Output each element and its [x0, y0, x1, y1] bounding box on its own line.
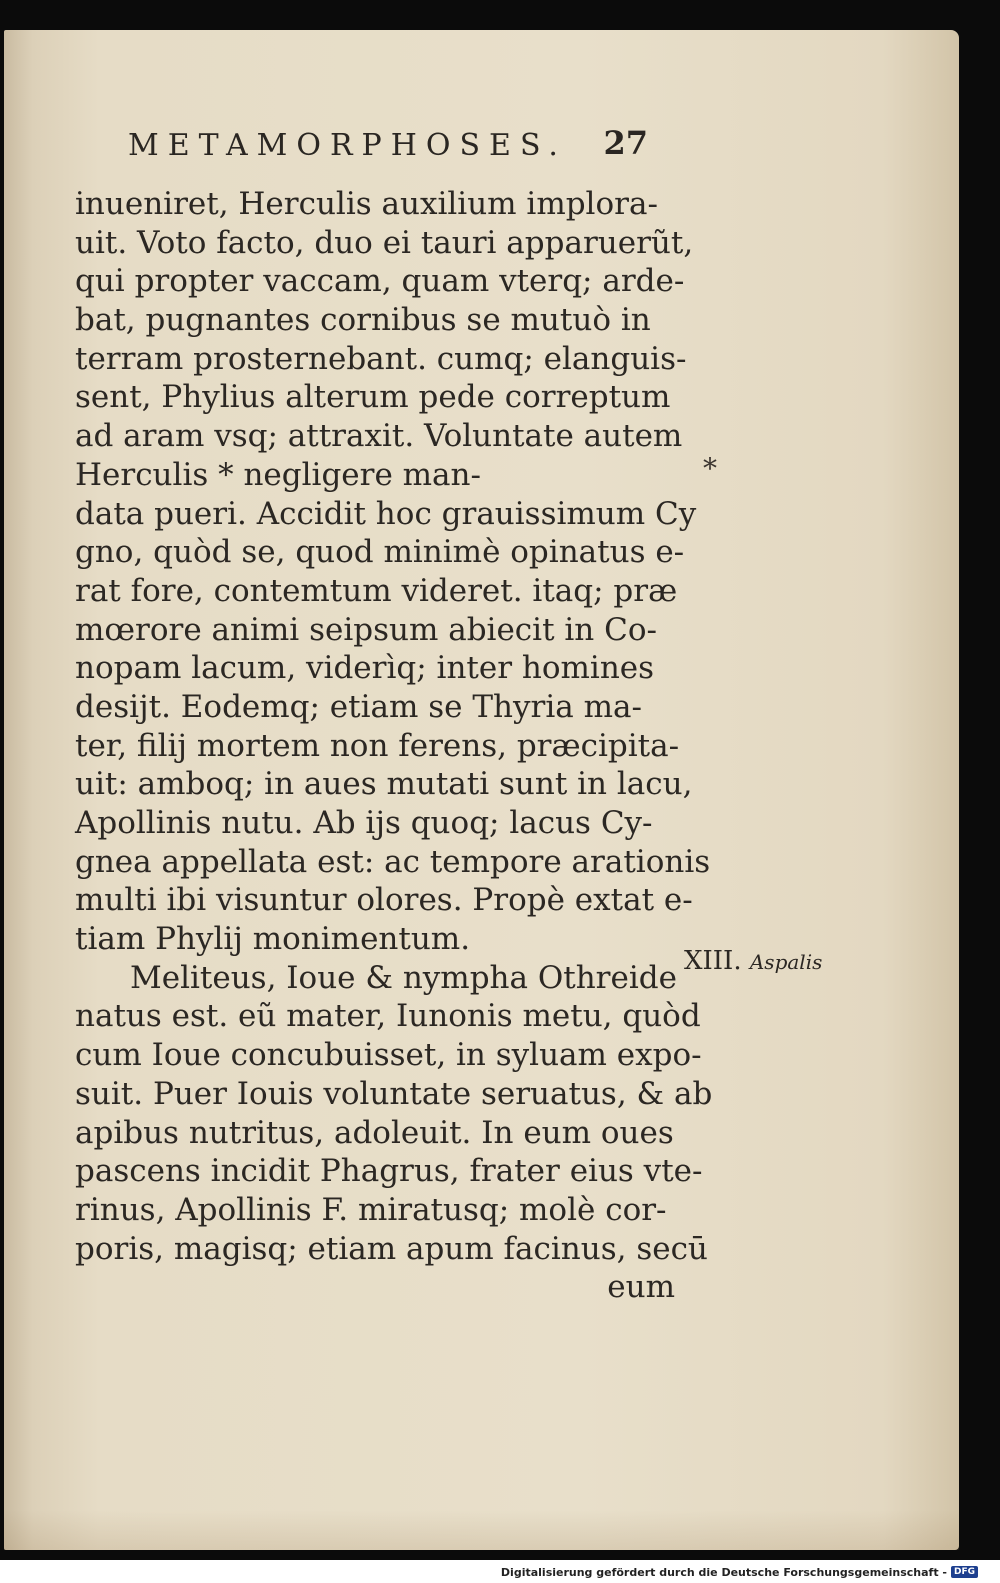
chapter-number: XIII.: [684, 946, 742, 976]
text-line: cum Ioue concubuisset, in syluam expo-: [75, 1037, 702, 1074]
text-line: uit. Voto facto, duo ei tauri apparuerũt,: [75, 224, 694, 261]
margin-asterisk: *: [703, 452, 717, 485]
text-line: Herculis * negligere man-: [75, 456, 481, 493]
text-line: suit. Puer Iouis voluntate seruatus, & ab: [75, 1075, 713, 1112]
margin-chapter-note: [684, 946, 822, 976]
text-line: pascens incidit Phagrus, frater eius vte-: [75, 1153, 703, 1190]
text-line: qui propter vaccam, quam vterq; arde-: [75, 263, 685, 300]
text-line: gnea appellata est: ac tempore arationis: [75, 843, 711, 880]
text-line: mœrore animi seipsum abiecit in Co-: [75, 611, 657, 648]
text-line: terram prosternebant. cumq; elanguis-: [75, 340, 687, 377]
text-line: uit: amboq; in aues mutati sunt in lacu,: [75, 766, 693, 803]
text-line: multi ibi visuntur olores. Propè extat e-: [75, 882, 693, 919]
dfg-logo: DFG: [951, 1566, 978, 1578]
text-line: bat, pugnantes cornibus se mutuò in: [75, 302, 651, 339]
text-line: Apollinis nutu. Ab ijs quoq; lacus Cy-: [75, 805, 653, 841]
text-line: rinus, Apollinis F. miratusq; molè cor-: [75, 1191, 667, 1228]
page-number: 27: [603, 124, 648, 162]
catchword: eum: [607, 1269, 675, 1306]
text-line: ter, filij mortem non ferens, præcipita-: [75, 727, 680, 764]
running-title: METAMORPHOSES.: [128, 128, 567, 163]
handwritten-note: Aspalis: [749, 950, 823, 974]
text-line: natus est. eũ mater, Iunonis metu, quòd: [75, 998, 701, 1035]
text-line: rat fore, contemtum videret. itaq; præ: [75, 572, 678, 609]
text-line: sent, Phylius alterum pede correptum: [75, 379, 671, 416]
text-line: apibus nutritus, adoleuit. In eum oues: [75, 1114, 674, 1151]
paragraph-start-line: Meliteus, Ioue & nympha Othreide: [130, 959, 677, 996]
text-line: inueniret, Herculis auxilium implora-: [75, 186, 658, 222]
text-line: nopam lacum, viderìq; inter homines: [75, 650, 655, 687]
text-line: tiam Phylij monimentum.: [75, 921, 471, 958]
text-line: desijt. Eodemq; etiam se Thyria ma-: [75, 688, 642, 725]
text-line: ad aram vsq; attraxit. Voluntate autem: [75, 418, 683, 455]
digitization-credit: [501, 1562, 978, 1582]
page-header: [128, 124, 648, 174]
text-line: gno, quòd se, quod minimè opinatus e-: [75, 534, 685, 571]
credit-text: Digitalisierung gefördert durch die Deutsche Forschungsgemeinschaft -: [500, 1565, 947, 1579]
text-line: data pueri. Accidit hoc grauissimum Cy: [75, 495, 697, 532]
text-line: poris, magisq; etiam apum facinus, secū: [75, 1230, 708, 1267]
